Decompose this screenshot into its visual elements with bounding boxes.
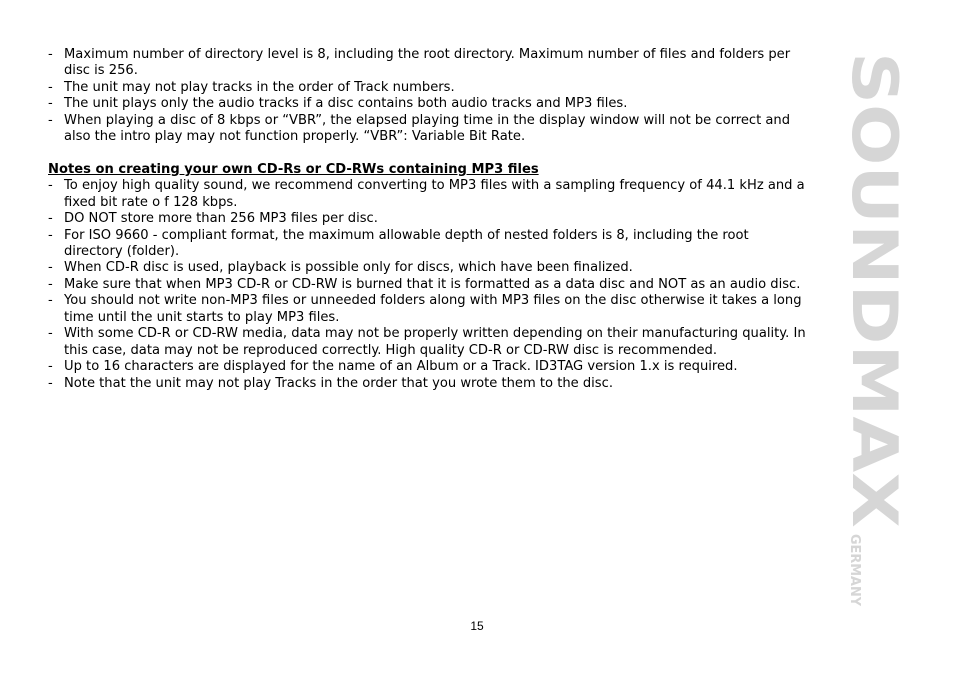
list-item <box>48 376 808 392</box>
list-item <box>48 228 808 261</box>
list-item <box>48 277 808 293</box>
list-item <box>48 113 808 146</box>
list-item <box>48 326 808 359</box>
mp3-notes-list <box>48 178 808 392</box>
list-item-text: Up to 16 characters are displayed for the name of an Album or a Track. ID3TAG version 1.x is required. <box>64 359 738 375</box>
list-item-text: The unit plays only the audio tracks if a disc contains both audio tracks and MP3 files. <box>64 96 628 112</box>
bullet-dash: - <box>48 178 53 194</box>
list-item-text: You should not write non-MP3 files or unneeded folders along with MP3 files on the disc otherwise it takes a long time until the unit starts to play MP3 files. <box>64 293 802 325</box>
section-heading: Notes on creating your own CD-Rs or CD-RWs containing MP3 files <box>48 161 539 177</box>
list-item <box>48 96 808 112</box>
bullet-dash: - <box>48 276 53 292</box>
bullet-dash: - <box>48 112 53 128</box>
bullet-dash: - <box>48 47 53 62</box>
bullet-dash: - <box>48 375 53 391</box>
list-item-text: When CD-R disc is used, playback is possible only for discs, which have been finalized. <box>64 260 633 276</box>
list-item <box>48 211 808 227</box>
list-item-text: To enjoy high quality sound, we recommend converting to MP3 files with a sampling frequency of 44.1 kHz and a fixed bit rate o f 128 kbps. <box>64 178 805 210</box>
list-item-text: Maximum number of directory level is 8, including the root directory. Maximum number of files and folders per disc is 256. <box>64 47 791 79</box>
bullet-dash: - <box>48 293 53 309</box>
list-item-text: For ISO 9660 - compliant format, the maximum allowable depth of nested folders is 8, including the root directory (folder). <box>64 227 749 259</box>
list-item-text: When playing a disc of 8 kbps or “VBR”, the elapsed playing time in the display window will not be correct and also the intro play may not function properly. “VBR”: Variable Bit Rate. <box>64 112 791 145</box>
list-item-text: Note that the unit may not play Tracks in the order that you wrote them to the disc. <box>64 375 613 391</box>
list-item-text: Make sure that when MP3 CD-R or CD-RW is burned that it is formatted as a data disc and NOT as an audio disc. <box>64 276 801 292</box>
list-item <box>48 260 808 276</box>
list-item <box>48 293 808 326</box>
list-item <box>48 47 808 80</box>
bullet-dash: - <box>48 227 53 243</box>
list-item <box>48 359 808 375</box>
bullet-dash: - <box>48 359 53 375</box>
bullet-dash: - <box>48 326 53 342</box>
page-content <box>48 47 808 392</box>
brand-subtitle: GERMANY <box>847 534 862 607</box>
list-item <box>48 178 808 211</box>
page-number: 15 <box>470 619 484 633</box>
list-item-text: DO NOT store more than 256 MP3 files per disc. <box>64 211 378 227</box>
list-item <box>48 80 808 96</box>
notes-list <box>48 47 808 146</box>
brand-name: SOUNDMAX <box>838 52 911 461</box>
bullet-dash: - <box>48 96 53 112</box>
bullet-dash: - <box>48 211 53 227</box>
bullet-dash: - <box>48 79 53 95</box>
list-item-text: The unit may not play tracks in the order of Track numbers. <box>64 79 455 95</box>
soundmax-logo <box>838 52 911 607</box>
list-item-text: With some CD-R or CD-RW media, data may not be properly written depending on their manufacturing quality. In this case, data may not be reproduced correctly. High quality CD-R or CD-RW disc is recommended. <box>64 326 806 358</box>
bullet-dash: - <box>48 260 53 276</box>
